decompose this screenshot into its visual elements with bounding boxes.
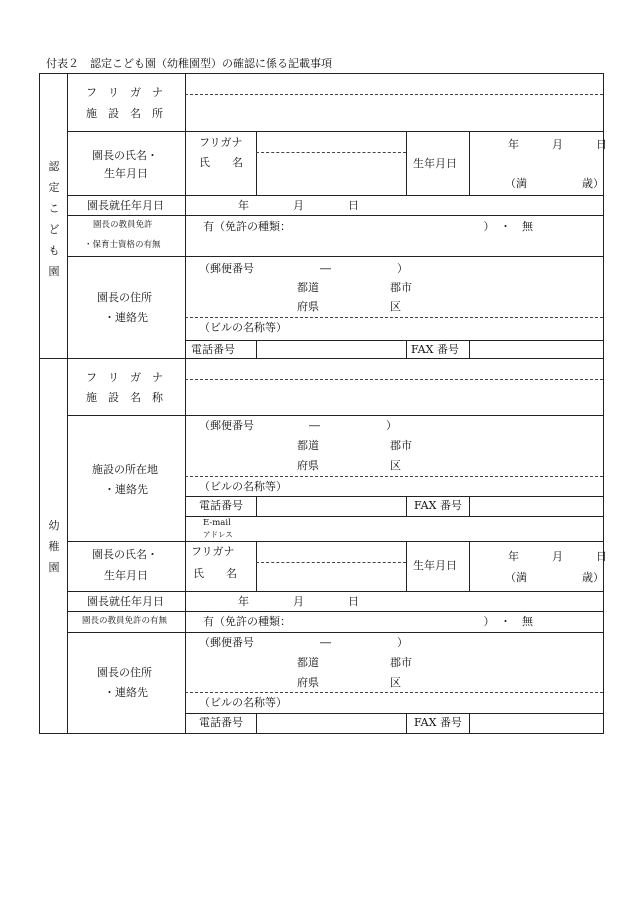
license-value: 有（免許の種類： ） ・ 無 <box>203 220 533 233</box>
postal-code-label: （郵便番号 ― ） <box>199 636 408 649</box>
birthdate-label: 生年月日 <box>413 157 457 170</box>
postal-code-label: （郵便番号 ― ） <box>199 262 408 275</box>
shimei-label: 氏 名 <box>199 156 243 169</box>
cell-divider <box>406 541 407 592</box>
building-dash-line <box>185 317 603 318</box>
director-name-field[interactable] <box>257 542 405 590</box>
table-border-left <box>39 73 40 734</box>
section-divider <box>39 358 604 359</box>
tel-label: 電話番号 <box>199 499 243 512</box>
cell-divider <box>469 541 470 592</box>
tel-field[interactable] <box>257 497 405 515</box>
furigana-label: フ リ ガ ナ <box>86 371 163 384</box>
license-label: 園長の教員免許 <box>93 220 153 230</box>
furigana-small-label: フリガナ <box>199 136 243 149</box>
building-label: （ビルの名称等） <box>199 321 287 334</box>
birthdate-label: 生年月日 <box>413 559 457 572</box>
email-label: E-mail <box>203 518 231 528</box>
ku-label: 区 <box>390 300 401 313</box>
building-dash-line <box>185 476 603 477</box>
cell-divider <box>406 340 407 359</box>
director-label-2: 生年月日 <box>104 167 148 180</box>
row-line <box>67 215 604 216</box>
license-label-2: ・保育士資格の有無 <box>84 240 161 250</box>
building-dash-line <box>185 692 603 693</box>
tel-field[interactable] <box>257 341 405 358</box>
table-border-top <box>39 73 604 74</box>
facility-name-field[interactable] <box>186 380 603 414</box>
row-line <box>67 591 604 592</box>
cell-divider <box>469 131 470 196</box>
fax-field[interactable] <box>470 341 602 358</box>
row-line <box>67 632 604 633</box>
director-label: 園長の氏名・ <box>92 149 158 162</box>
appointment-date: 年 月 日 <box>238 199 359 212</box>
furigana-label: フ リ ガ ナ <box>86 86 163 99</box>
appointment-label: 園長就任年月日 <box>87 595 164 608</box>
fax-label: FAX 番号 <box>414 716 462 729</box>
facility-name-label: 施 設 名 称 <box>86 391 163 404</box>
gunshi-label: 郡市 <box>390 656 412 669</box>
section2-side-label: 幼 稚 園 <box>48 519 60 574</box>
cell-divider <box>406 496 407 516</box>
table-border-bottom <box>39 733 604 734</box>
building-label: （ビルの名称等） <box>199 696 287 709</box>
fuken-label: 府県 <box>297 676 319 689</box>
form-caption: 付表２ 認定こども園（幼稚園型）の確認に係る記載事項 <box>46 57 332 70</box>
director-name-field[interactable] <box>257 132 405 194</box>
gunshi-label: 郡市 <box>390 439 412 452</box>
fuken-label: 府県 <box>297 300 319 313</box>
fax-label: FAX 番号 <box>411 343 459 356</box>
email-label-2: アドレス <box>203 530 233 539</box>
fuken-label: 府県 <box>297 459 319 472</box>
gunshi-label: 郡市 <box>390 281 412 294</box>
todo-label: 都道 <box>297 281 319 294</box>
appointment-label: 園長就任年月日 <box>87 199 164 212</box>
todo-label: 都道 <box>297 439 319 452</box>
row-line <box>67 256 604 257</box>
shimei-label: 氏 名 <box>193 567 237 580</box>
location-label: 施設の所在地 <box>92 463 158 476</box>
address-label: 園長の住所 <box>97 666 152 679</box>
building-label: （ビルの名称等） <box>199 480 287 493</box>
birthdate-ymd: 年 月 日 <box>508 138 607 151</box>
ku-label: 区 <box>390 676 401 689</box>
age-text: （満 歳） <box>505 571 604 584</box>
cell-divider <box>406 131 407 196</box>
facility-name-field[interactable] <box>186 95 603 130</box>
appointment-date: 年 月 日 <box>238 595 359 608</box>
table-border-right <box>603 73 604 734</box>
fax-field[interactable] <box>470 497 602 515</box>
todo-label: 都道 <box>297 656 319 669</box>
section1-side-label: 認 定 こ ど も 園 <box>48 160 60 278</box>
license-value: 有（免許の種類： ） ・ 無 <box>203 615 533 628</box>
cell-divider <box>406 713 407 734</box>
row-line <box>67 611 604 612</box>
row-line <box>67 195 604 196</box>
furigana-small-label: フリガナ <box>191 545 235 558</box>
age-text: （満 歳） <box>505 177 604 190</box>
director-label: 園長の氏名・ <box>92 548 158 561</box>
director-label-2: 生年月日 <box>104 569 148 582</box>
fax-label: FAX 番号 <box>414 499 462 512</box>
side-column-divider <box>67 73 68 734</box>
location-label-2: ・連絡先 <box>104 483 148 496</box>
row-line <box>67 415 604 416</box>
tel-label: 電話番号 <box>191 343 235 356</box>
tel-label: 電話番号 <box>199 716 243 729</box>
birthdate-ymd: 年 月 日 <box>508 550 607 563</box>
license-label: 園長の教員免許の有無 <box>82 616 168 626</box>
tel-field[interactable] <box>257 714 405 732</box>
address-label-2: ・連絡先 <box>104 311 148 324</box>
address-label-2: ・連絡先 <box>104 686 148 699</box>
postal-code-label: （郵便番号 ― ） <box>199 419 397 432</box>
ku-label: 区 <box>390 459 401 472</box>
email-field[interactable] <box>240 517 602 540</box>
address-label: 園長の住所 <box>97 291 152 304</box>
facility-name-label: 施 設 名 所 <box>86 107 163 120</box>
fax-field[interactable] <box>470 714 602 732</box>
